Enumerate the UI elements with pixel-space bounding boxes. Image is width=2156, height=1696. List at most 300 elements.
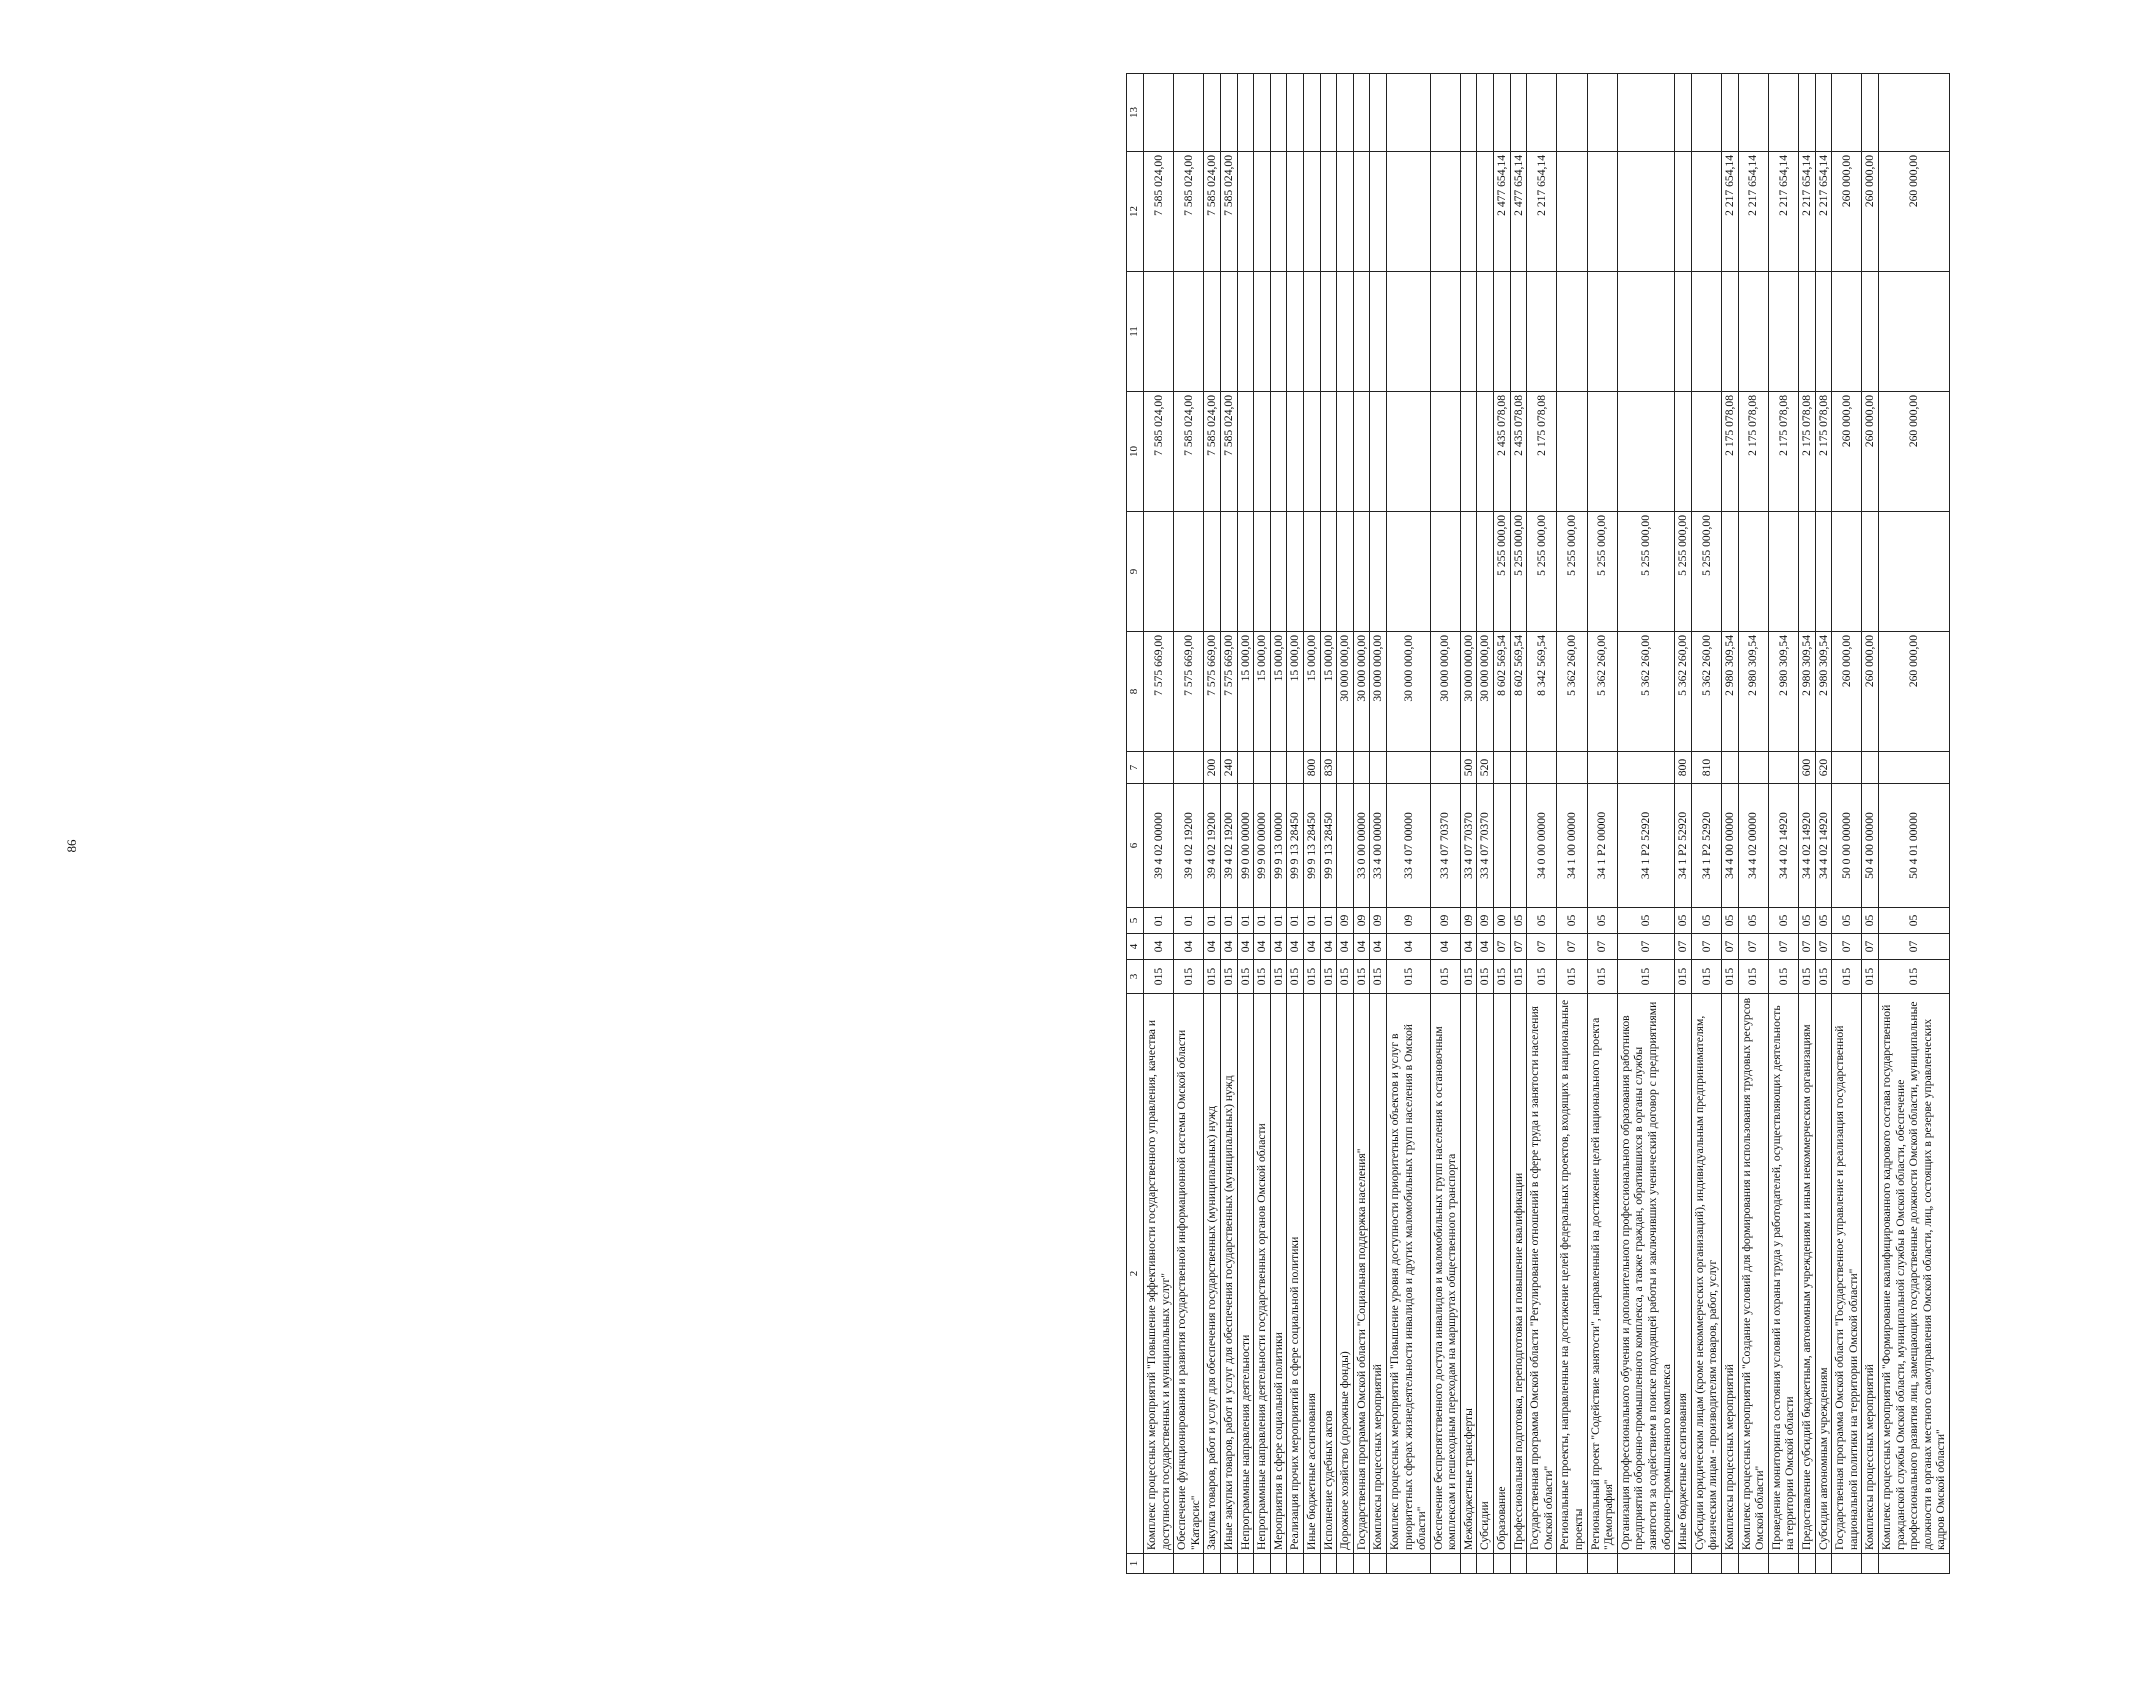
cell-col7: 500: [1460, 752, 1477, 784]
cell-col10: 2 175 078,08: [1527, 392, 1557, 512]
cell-col5: 05: [1617, 908, 1674, 934]
cell-col6: 34 1 P2 00000: [1587, 784, 1617, 908]
cell-col7: [1738, 752, 1768, 784]
cell-col13: [1460, 74, 1477, 152]
cell-col13: [1477, 74, 1494, 152]
cell-col4: 04: [1287, 934, 1304, 960]
column-number-row: [1127, 74, 1144, 1574]
cell-col11: [1386, 272, 1430, 392]
cell-col10: 7 585 024,00: [1220, 392, 1237, 512]
cell-col9: [1320, 512, 1337, 632]
cell-col9: 5 255 000,00: [1494, 512, 1511, 632]
cell-col10: [1617, 392, 1674, 512]
cell-col4: 04: [1370, 934, 1387, 960]
cell-col3: 015: [1270, 960, 1287, 994]
cell-col12: [1617, 152, 1674, 272]
cell-col9: [1287, 512, 1304, 632]
cell-col12: [1254, 152, 1271, 272]
row-name: Региональный проект "Содействие занятости", направленный на достижение целей национального проекта "Демография": [1587, 994, 1617, 1554]
table-row: [1174, 74, 1204, 1574]
cell-col7: [1386, 752, 1430, 784]
cell-col7: 830: [1320, 752, 1337, 784]
cell-col10: 2 435 078,08: [1494, 392, 1511, 512]
cell-col5: 05: [1675, 908, 1692, 934]
cell-col11: [1527, 272, 1557, 392]
cell-col10: 2 175 078,08: [1768, 392, 1798, 512]
cell-col3: 015: [1370, 960, 1387, 994]
table-row: [1862, 74, 1879, 1574]
cell-col8: 15 000,00: [1320, 632, 1337, 752]
cell-col8: 2 980 309,54: [1815, 632, 1832, 752]
col-header: 11: [1127, 272, 1144, 392]
row-col1: [1862, 1554, 1879, 1574]
table-row: [1587, 74, 1617, 1574]
cell-col8: 30 000 000,00: [1353, 632, 1370, 752]
cell-col13: [1287, 74, 1304, 152]
cell-col4: 04: [1386, 934, 1430, 960]
cell-col13: [1738, 74, 1768, 152]
cell-col13: [1174, 74, 1204, 152]
row-name: Профессиональная подготовка, переподготовка и повышение квалификации: [1510, 994, 1527, 1554]
cell-col4: 04: [1144, 934, 1174, 960]
cell-col10: 260 000,00: [1832, 392, 1862, 512]
cell-col8: 2 980 309,54: [1798, 632, 1815, 752]
cell-col12: 2 477 654,14: [1510, 152, 1527, 272]
cell-col4: 04: [1204, 934, 1221, 960]
cell-col13: [1270, 74, 1287, 152]
cell-col11: [1353, 272, 1370, 392]
cell-col7: [1527, 752, 1557, 784]
cell-col7: 620: [1815, 752, 1832, 784]
cell-col11: [1768, 272, 1798, 392]
cell-col3: 015: [1832, 960, 1862, 994]
cell-col9: [1430, 512, 1460, 632]
cell-col13: [1370, 74, 1387, 152]
cell-col11: [1287, 272, 1304, 392]
cell-col7: [1270, 752, 1287, 784]
row-col1: [1557, 1554, 1587, 1574]
cell-col4: 04: [1320, 934, 1337, 960]
cell-col5: 01: [1204, 908, 1221, 934]
cell-col12: 2 217 654,14: [1815, 152, 1832, 272]
row-name: Субсидии юридическим лицам (кроме некоммерческих организаций), индивидуальным предпринимателям, физическим лицам - производителям товаров, работ, услуг: [1691, 994, 1721, 1554]
cell-col10: 2 175 078,08: [1721, 392, 1738, 512]
cell-col7: [1768, 752, 1798, 784]
cell-col9: [1254, 512, 1271, 632]
cell-col5: 09: [1353, 908, 1370, 934]
cell-col4: 07: [1878, 934, 1949, 960]
cell-col5: 09: [1337, 908, 1354, 934]
cell-col6: 39 4 02 19200: [1220, 784, 1237, 908]
cell-col8: 7 575 669,00: [1204, 632, 1221, 752]
cell-col11: [1832, 272, 1862, 392]
cell-col8: 15 000,00: [1287, 632, 1304, 752]
cell-col6: 39 4 02 19200: [1174, 784, 1204, 908]
cell-col4: 04: [1303, 934, 1320, 960]
row-col1: [1254, 1554, 1271, 1574]
cell-col13: [1353, 74, 1370, 152]
cell-col6: 39 4 02 00000: [1144, 784, 1174, 908]
row-name: Комплексы процессных мероприятий: [1862, 994, 1879, 1554]
cell-col11: [1494, 272, 1511, 392]
cell-col4: 07: [1721, 934, 1738, 960]
row-col1: [1527, 1554, 1557, 1574]
cell-col6: 34 1 P2 52920: [1617, 784, 1674, 908]
cell-col10: [1477, 392, 1494, 512]
cell-col7: [1174, 752, 1204, 784]
cell-col7: 800: [1675, 752, 1692, 784]
cell-col13: [1204, 74, 1221, 152]
cell-col5: 09: [1477, 908, 1494, 934]
cell-col11: [1237, 272, 1254, 392]
cell-col4: 07: [1738, 934, 1768, 960]
cell-col6: 34 4 00 00000: [1721, 784, 1738, 908]
cell-col9: 5 255 000,00: [1557, 512, 1587, 632]
cell-col9: [1477, 512, 1494, 632]
cell-col9: 5 255 000,00: [1617, 512, 1674, 632]
table-row: [1320, 74, 1337, 1574]
cell-col5: 01: [1254, 908, 1271, 934]
row-col1: [1675, 1554, 1692, 1574]
cell-col10: [1691, 392, 1721, 512]
cell-col5: 05: [1691, 908, 1721, 934]
cell-col9: [1353, 512, 1370, 632]
cell-col8: 2 980 309,54: [1721, 632, 1738, 752]
cell-col7: [1237, 752, 1254, 784]
row-col1: [1386, 1554, 1430, 1574]
cell-col9: [1832, 512, 1862, 632]
cell-col6: 33 4 07 70370: [1430, 784, 1460, 908]
row-col1: [1617, 1554, 1674, 1574]
row-col1: [1237, 1554, 1254, 1574]
col-header: 6: [1127, 784, 1144, 908]
row-col1: [1477, 1554, 1494, 1574]
cell-col12: 2 217 654,14: [1721, 152, 1738, 272]
cell-col6: 99 9 00 00000: [1254, 784, 1271, 908]
row-name: Комплекс процессных мероприятий "Формирование квалифицированного кадрового состава государственной гражданской службы Омской области, муниципальной службы в Омской области, обеспечение профессионального развития лиц, замещающих государственные должности Омской области, муниципальные должности в органах местного самоуправления Омской области, лиц, состоящих в резерве управленческих кадров Омской области": [1878, 994, 1949, 1554]
cell-col9: [1303, 512, 1320, 632]
cell-col11: [1557, 272, 1587, 392]
cell-col3: 015: [1174, 960, 1204, 994]
cell-col10: 260 000,00: [1878, 392, 1949, 512]
cell-col3: 015: [1798, 960, 1815, 994]
table-row: [1675, 74, 1692, 1574]
cell-col5: 05: [1798, 908, 1815, 934]
row-col1: [1721, 1554, 1738, 1574]
cell-col7: 810: [1691, 752, 1721, 784]
cell-col13: [1337, 74, 1354, 152]
cell-col11: [1721, 272, 1738, 392]
cell-col10: 2 175 078,08: [1815, 392, 1832, 512]
cell-col5: 01: [1237, 908, 1254, 934]
cell-col6: 33 4 00 00000: [1370, 784, 1387, 908]
cell-col12: 2 477 654,14: [1494, 152, 1511, 272]
cell-col5: 05: [1557, 908, 1587, 934]
cell-col10: 7 585 024,00: [1174, 392, 1204, 512]
cell-col7: [1862, 752, 1879, 784]
table-row: [1815, 74, 1832, 1574]
row-name: Государственная программа Омской области "Социальная поддержка населения": [1353, 994, 1370, 1554]
cell-col12: [1477, 152, 1494, 272]
cell-col7: [1878, 752, 1949, 784]
row-name: Непрограммные направления деятельности государственных органов Омской области: [1254, 994, 1271, 1554]
cell-col6: 99 9 13 28450: [1287, 784, 1304, 908]
cell-col4: 04: [1237, 934, 1254, 960]
cell-col7: 240: [1220, 752, 1237, 784]
cell-col9: 5 255 000,00: [1675, 512, 1692, 632]
cell-col6: 50 0 00 00000: [1832, 784, 1862, 908]
cell-col8: 5 362 260,00: [1557, 632, 1587, 752]
cell-col10: [1237, 392, 1254, 512]
cell-col5: 05: [1587, 908, 1617, 934]
cell-col13: [1768, 74, 1798, 152]
table-row: [1386, 74, 1430, 1574]
col-header: 4: [1127, 934, 1144, 960]
cell-col3: 015: [1353, 960, 1370, 994]
table-row: [1617, 74, 1674, 1574]
cell-col7: [1494, 752, 1511, 784]
col-header: 3: [1127, 960, 1144, 994]
table-row: [1832, 74, 1862, 1574]
row-name: Иные бюджетные ассигнования: [1303, 994, 1320, 1554]
cell-col12: 2 217 654,14: [1768, 152, 1798, 272]
row-name: Обеспечение функционирования и развития государственной информационной системы Омской области "Катарсис": [1174, 994, 1204, 1554]
col-header: 9: [1127, 512, 1144, 632]
table-row: [1527, 74, 1557, 1574]
cell-col12: 260 000,00: [1878, 152, 1949, 272]
cell-col4: 07: [1798, 934, 1815, 960]
row-name: Исполнение судебных актов: [1320, 994, 1337, 1554]
cell-col13: [1617, 74, 1674, 152]
cell-col8: 5 362 260,00: [1587, 632, 1617, 752]
cell-col4: 07: [1617, 934, 1674, 960]
table-row: [1270, 74, 1287, 1574]
cell-col11: [1617, 272, 1674, 392]
cell-col4: 07: [1494, 934, 1511, 960]
cell-col9: 5 255 000,00: [1527, 512, 1557, 632]
table-row: [1477, 74, 1494, 1574]
cell-col13: [1254, 74, 1271, 152]
cell-col5: 01: [1270, 908, 1287, 934]
table-row: [1353, 74, 1370, 1574]
cell-col12: [1270, 152, 1287, 272]
col-header: 7: [1127, 752, 1144, 784]
cell-col10: [1386, 392, 1430, 512]
cell-col5: 05: [1862, 908, 1879, 934]
cell-col12: [1557, 152, 1587, 272]
cell-col7: 200: [1204, 752, 1221, 784]
table-row: [1798, 74, 1815, 1574]
row-col1: [1270, 1554, 1287, 1574]
cell-col5: 01: [1220, 908, 1237, 934]
cell-col8: 8 342 569,54: [1527, 632, 1557, 752]
table-row: [1220, 74, 1237, 1574]
row-name: Иные бюджетные ассигнования: [1675, 994, 1692, 1554]
cell-col8: 2 980 309,54: [1768, 632, 1798, 752]
cell-col4: 04: [1174, 934, 1204, 960]
cell-col8: 260 000,00: [1862, 632, 1879, 752]
cell-col5: 01: [1287, 908, 1304, 934]
cell-col8: 15 000,00: [1254, 632, 1271, 752]
cell-col11: [1862, 272, 1879, 392]
cell-col3: 015: [1675, 960, 1692, 994]
cell-col11: [1270, 272, 1287, 392]
table-row: [1204, 74, 1221, 1574]
cell-col6: 33 0 00 00000: [1353, 784, 1370, 908]
cell-col4: 07: [1768, 934, 1798, 960]
cell-col9: [1768, 512, 1798, 632]
cell-col9: 5 255 000,00: [1587, 512, 1617, 632]
cell-col11: [1370, 272, 1387, 392]
row-col1: [1798, 1554, 1815, 1574]
row-name: Межбюджетные трансферты: [1460, 994, 1477, 1554]
cell-col12: [1320, 152, 1337, 272]
cell-col9: [1337, 512, 1354, 632]
col-header: 1: [1127, 1554, 1144, 1574]
cell-col8: 5 362 260,00: [1675, 632, 1692, 752]
row-name: Комплекс процессных мероприятий "Создание условий для формирования и использования трудовых ресурсов Омской области": [1738, 994, 1768, 1554]
cell-col10: [1254, 392, 1271, 512]
cell-col11: [1254, 272, 1271, 392]
cell-col13: [1494, 74, 1511, 152]
row-col1: [1320, 1554, 1337, 1574]
row-col1: [1510, 1554, 1527, 1574]
row-col1: [1220, 1554, 1237, 1574]
cell-col9: [1370, 512, 1387, 632]
cell-col12: [1587, 152, 1617, 272]
cell-col6: 34 1 P2 52920: [1675, 784, 1692, 908]
cell-col10: 260 000,00: [1862, 392, 1879, 512]
col-header: 5: [1127, 908, 1144, 934]
table-row: [1460, 74, 1477, 1574]
cell-col6: 99 0 00 00000: [1237, 784, 1254, 908]
cell-col10: [1270, 392, 1287, 512]
row-name: Проведение мониторинга состояния условий и охраны труда у работодателей, осуществляющих деятельность на территории Омской области: [1768, 994, 1798, 1554]
row-name: Предоставление субсидий бюджетным, автономным учреждениям и иным некоммерческим организациям: [1798, 994, 1815, 1554]
cell-col6: 34 0 00 00000: [1527, 784, 1557, 908]
row-col1: [1144, 1554, 1174, 1574]
row-name: Субсидии автономным учреждениям: [1815, 994, 1832, 1554]
cell-col4: 04: [1270, 934, 1287, 960]
cell-col13: [1862, 74, 1879, 152]
cell-col6: 50 4 00 00000: [1862, 784, 1879, 908]
row-col1: [1494, 1554, 1511, 1574]
cell-col5: 05: [1768, 908, 1798, 934]
cell-col13: [1303, 74, 1320, 152]
cell-col12: 260 000,00: [1832, 152, 1862, 272]
cell-col13: [1527, 74, 1557, 152]
cell-col3: 015: [1303, 960, 1320, 994]
row-name: Образование: [1494, 994, 1511, 1554]
cell-col6: 33 4 07 00000: [1386, 784, 1430, 908]
cell-col7: [1617, 752, 1674, 784]
cell-col10: [1675, 392, 1692, 512]
cell-col11: [1798, 272, 1815, 392]
cell-col4: 07: [1815, 934, 1832, 960]
cell-col12: [1370, 152, 1387, 272]
cell-col8: 15 000,00: [1303, 632, 1320, 752]
cell-col6: 34 4 02 14920: [1815, 784, 1832, 908]
cell-col5: 05: [1527, 908, 1557, 934]
cell-col9: 5 255 000,00: [1510, 512, 1527, 632]
table-row: [1494, 74, 1511, 1574]
cell-col12: [1460, 152, 1477, 272]
cell-col8: 5 362 260,00: [1617, 632, 1674, 752]
cell-col6: 34 4 02 14920: [1798, 784, 1815, 908]
row-col1: [1587, 1554, 1617, 1574]
row-name: Мероприятия в сфере социальной политики: [1270, 994, 1287, 1554]
table-row: [1878, 74, 1949, 1574]
cell-col13: [1320, 74, 1337, 152]
cell-col11: [1510, 272, 1527, 392]
cell-col5: 05: [1815, 908, 1832, 934]
row-col1: [1815, 1554, 1832, 1574]
cell-col11: [1144, 272, 1174, 392]
cell-col4: 07: [1587, 934, 1617, 960]
cell-col7: [1337, 752, 1354, 784]
cell-col13: [1675, 74, 1692, 152]
cell-col12: [1337, 152, 1354, 272]
cell-col9: [1862, 512, 1879, 632]
table-row: [1430, 74, 1460, 1574]
cell-col9: [1174, 512, 1204, 632]
row-name: Комплексы процессных мероприятий: [1721, 994, 1738, 1554]
row-name: Государственная программа Омской области "Регулирование отношений в сфере труда и занятости населения Омской области": [1527, 994, 1557, 1554]
cell-col12: [1287, 152, 1304, 272]
cell-col3: 015: [1337, 960, 1354, 994]
cell-col6: 39 4 02 19200: [1204, 784, 1221, 908]
cell-col3: 015: [1204, 960, 1221, 994]
cell-col8: 30 000 000,00: [1477, 632, 1494, 752]
cell-col8: 2 980 309,54: [1738, 632, 1768, 752]
cell-col8: 30 000 000,00: [1460, 632, 1477, 752]
row-name: Обеспечение беспрепятственного доступа инвалидов и маломобильных групп населения к остановочным комплексам и пешеходным переходам на маршрутах общественного транспорта: [1430, 994, 1460, 1554]
cell-col3: 015: [1494, 960, 1511, 994]
cell-col9: [1721, 512, 1738, 632]
cell-col5: 01: [1174, 908, 1204, 934]
table-row: [1237, 74, 1254, 1574]
row-col1: [1337, 1554, 1354, 1574]
table-row: [1144, 74, 1174, 1574]
cell-col4: 04: [1254, 934, 1271, 960]
row-col1: [1287, 1554, 1304, 1574]
cell-col11: [1675, 272, 1692, 392]
cell-col6: [1494, 784, 1511, 908]
cell-col11: [1878, 272, 1949, 392]
cell-col13: [1587, 74, 1617, 152]
cell-col13: [1430, 74, 1460, 152]
cell-col12: 7 585 024,00: [1220, 152, 1237, 272]
cell-col6: 34 1 P2 52920: [1691, 784, 1721, 908]
cell-col8: 5 362 260,00: [1691, 632, 1721, 752]
cell-col10: [1557, 392, 1587, 512]
cell-col5: 01: [1144, 908, 1174, 934]
cell-col5: 01: [1303, 908, 1320, 934]
cell-col9: [1738, 512, 1768, 632]
row-col1: [1174, 1554, 1204, 1574]
cell-col3: 015: [1557, 960, 1587, 994]
col-header: 8: [1127, 632, 1144, 752]
cell-col11: [1691, 272, 1721, 392]
row-col1: [1204, 1554, 1221, 1574]
table-row: [1303, 74, 1320, 1574]
cell-col9: [1798, 512, 1815, 632]
cell-col10: [1353, 392, 1370, 512]
cell-col10: 7 585 024,00: [1204, 392, 1221, 512]
cell-col3: 015: [1430, 960, 1460, 994]
cell-col6: [1510, 784, 1527, 908]
col-header: 12: [1127, 152, 1144, 272]
